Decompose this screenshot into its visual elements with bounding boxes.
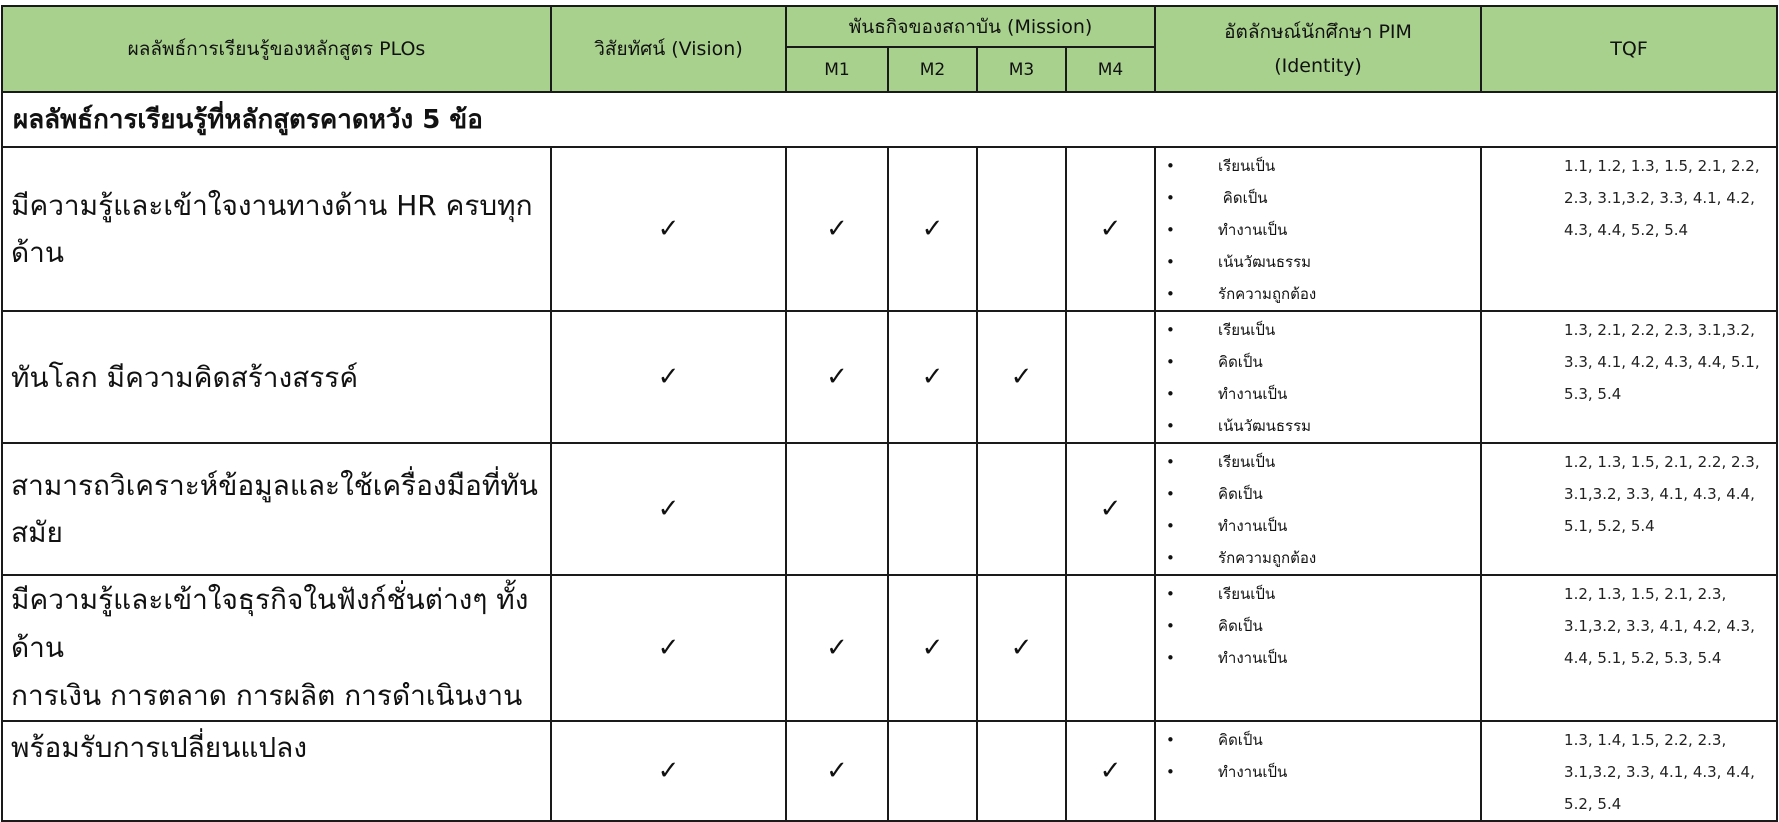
m2-check: ✓ — [888, 147, 977, 311]
plo-text: สามารถวิเคราะห์ข้อมูลและใช้เครื่องมือที่ทันสมัย — [2, 443, 551, 575]
list-item — [1156, 610, 1480, 642]
section-row — [2, 92, 1777, 147]
header-identity-line2: (Identity) — [1274, 55, 1362, 77]
tqf-text: 1.3, 2.1, 2.2, 2.3, 3.1,3.2, 3.3, 4.1, 4.2, 4.3, 4.4, 5.1, 5.3, 5.4 — [1481, 311, 1777, 443]
list-item — [1156, 378, 1480, 410]
vision-check: ✓ — [551, 311, 786, 443]
tqf-text: 1.2, 1.3, 1.5, 2.1, 2.2, 2.3, 3.1,3.2, 3.3, 4.1, 4.3, 4.4, 5.1, 5.2, 5.4 — [1481, 443, 1777, 575]
identity-cell — [1155, 443, 1481, 575]
identity-label: คิดเป็น — [1218, 617, 1263, 635]
header-identity — [1155, 6, 1481, 92]
header-mission: พันธกิจของสถาบัน (Mission) — [786, 6, 1155, 47]
bullet-icon: • — [1166, 617, 1175, 635]
bullet-icon: • — [1166, 253, 1175, 271]
m3-check: ✓ — [977, 575, 1066, 721]
identity-label: ทำงานเป็น — [1218, 385, 1288, 403]
identity-label: เรียนเป็น — [1218, 585, 1276, 603]
list-item — [1156, 578, 1480, 610]
identity-list — [1156, 314, 1480, 442]
m4-check: ✓ — [1066, 721, 1155, 821]
list-item — [1156, 756, 1480, 788]
plo-text-line1: มีความรู้และเข้าใจธุรกิจในฟังก์ชั่นต่างๆ ทั้งด้าน — [11, 583, 529, 664]
plo-text-line2: การเงิน การตลาด การผลิต การดำเนินงาน — [11, 679, 523, 712]
plo-text: มีความรู้และเข้าใจงานทางด้าน HR ครบทุกด้าน — [2, 147, 551, 311]
identity-list — [1156, 446, 1480, 574]
table-row — [2, 721, 1777, 821]
m3-check — [977, 443, 1066, 575]
m1-check: ✓ — [786, 147, 888, 311]
identity-list — [1156, 150, 1480, 310]
m1-check: ✓ — [786, 311, 888, 443]
identity-list — [1156, 578, 1480, 674]
bullet-icon: • — [1166, 353, 1175, 371]
identity-label: คิดเป็น — [1218, 485, 1263, 503]
table-row — [2, 443, 1777, 575]
identity-label: ทำงานเป็น — [1218, 763, 1288, 781]
bullet-icon: • — [1166, 157, 1175, 175]
bullet-icon: • — [1166, 417, 1175, 435]
header-m1: M1 — [786, 47, 888, 92]
bullet-icon: • — [1166, 189, 1175, 207]
identity-label: ทำงานเป็น — [1218, 221, 1288, 239]
m3-check — [977, 147, 1066, 311]
bullet-icon: • — [1166, 453, 1175, 471]
identity-label: เรียนเป็น — [1218, 453, 1276, 471]
list-item — [1156, 314, 1480, 346]
vision-check: ✓ — [551, 147, 786, 311]
identity-label: คิดเป็น — [1218, 353, 1263, 371]
identity-label: เน้นวัฒนธรรม — [1218, 253, 1312, 271]
list-item — [1156, 478, 1480, 510]
tqf-text: 1.2, 1.3, 1.5, 2.1, 2.3, 3.1,3.2, 3.3, 4.1, 4.2, 4.3, 4.4, 5.1, 5.2, 5.3, 5.4 — [1481, 575, 1777, 721]
plo-mapping-table — [1, 5, 1778, 822]
header-vision: วิสัยทัศน์ (Vision) — [551, 6, 786, 92]
identity-label: คิดเป็น — [1218, 189, 1268, 207]
tqf-text: 1.1, 1.2, 1.3, 1.5, 2.1, 2.2, 2.3, 3.1,3.2, 3.3, 4.1, 4.2, 4.3, 4.4, 5.2, 5.4 — [1481, 147, 1777, 311]
identity-label: รักความถูกต้อง — [1218, 549, 1317, 567]
identity-list — [1156, 724, 1480, 788]
header-row-1 — [2, 6, 1777, 47]
header-plos: ผลลัพธ์การเรียนรู้ของหลักสูตร PLOs — [2, 6, 551, 92]
list-item — [1156, 642, 1480, 674]
plo-text: พร้อมรับการเปลี่ยนแปลง — [2, 721, 551, 821]
identity-label: เรียนเป็น — [1218, 321, 1276, 339]
identity-cell — [1155, 575, 1481, 721]
header-m2: M2 — [888, 47, 977, 92]
m2-check: ✓ — [888, 311, 977, 443]
bullet-icon: • — [1166, 549, 1175, 567]
plo-text: ทันโลก มีความคิดสร้างสรรค์ — [2, 311, 551, 443]
table-row — [2, 311, 1777, 443]
list-item — [1156, 724, 1480, 756]
m1-check — [786, 443, 888, 575]
bullet-icon: • — [1166, 485, 1175, 503]
header-m4: M4 — [1066, 47, 1155, 92]
m1-check: ✓ — [786, 721, 888, 821]
section-title: ผลลัพธ์การเรียนรู้ที่หลักสูตรคาดหวัง 5 ข้อ — [2, 92, 1777, 147]
identity-label: คิดเป็น — [1218, 731, 1263, 749]
bullet-icon: • — [1166, 649, 1175, 667]
m1-check: ✓ — [786, 575, 888, 721]
list-item — [1156, 150, 1480, 182]
table-row — [2, 575, 1777, 721]
table-row — [2, 147, 1777, 311]
header-m3: M3 — [977, 47, 1066, 92]
m4-check — [1066, 311, 1155, 443]
identity-cell — [1155, 311, 1481, 443]
m4-check: ✓ — [1066, 443, 1155, 575]
identity-cell — [1155, 721, 1481, 821]
m3-check: ✓ — [977, 311, 1066, 443]
bullet-icon: • — [1166, 731, 1175, 749]
bullet-icon: • — [1166, 385, 1175, 403]
list-item — [1156, 346, 1480, 378]
m2-check — [888, 443, 977, 575]
plo-text — [2, 575, 551, 721]
bullet-icon: • — [1166, 321, 1175, 339]
identity-label: เน้นวัฒนธรรม — [1218, 417, 1312, 435]
identity-label: ทำงานเป็น — [1218, 517, 1288, 535]
bullet-icon: • — [1166, 763, 1175, 781]
list-item — [1156, 510, 1480, 542]
vision-check: ✓ — [551, 575, 786, 721]
m4-check — [1066, 575, 1155, 721]
m2-check: ✓ — [888, 575, 977, 721]
identity-label: รักความถูกต้อง — [1218, 285, 1317, 303]
bullet-icon: • — [1166, 585, 1175, 603]
list-item — [1156, 542, 1480, 574]
bullet-icon: • — [1166, 285, 1175, 303]
identity-label: ทำงานเป็น — [1218, 649, 1288, 667]
m3-check — [977, 721, 1066, 821]
bullet-icon: • — [1166, 221, 1175, 239]
header-tqf: TQF — [1481, 6, 1777, 92]
identity-label: เรียนเป็น — [1218, 157, 1276, 175]
list-item — [1156, 410, 1480, 442]
list-item — [1156, 446, 1480, 478]
tqf-text: 1.3, 1.4, 1.5, 2.2, 2.3, 3.1,3.2, 3.3, 4.1, 4.3, 4.4, 5.2, 5.4 — [1481, 721, 1777, 821]
header-identity-line1: อัตลักษณ์นักศึกษา PIM — [1224, 21, 1412, 43]
vision-check: ✓ — [551, 443, 786, 575]
vision-check: ✓ — [551, 721, 786, 821]
list-item — [1156, 246, 1480, 278]
identity-cell — [1155, 147, 1481, 311]
list-item — [1156, 214, 1480, 246]
m4-check: ✓ — [1066, 147, 1155, 311]
list-item — [1156, 182, 1480, 214]
m2-check — [888, 721, 977, 821]
list-item — [1156, 278, 1480, 310]
bullet-icon: • — [1166, 517, 1175, 535]
